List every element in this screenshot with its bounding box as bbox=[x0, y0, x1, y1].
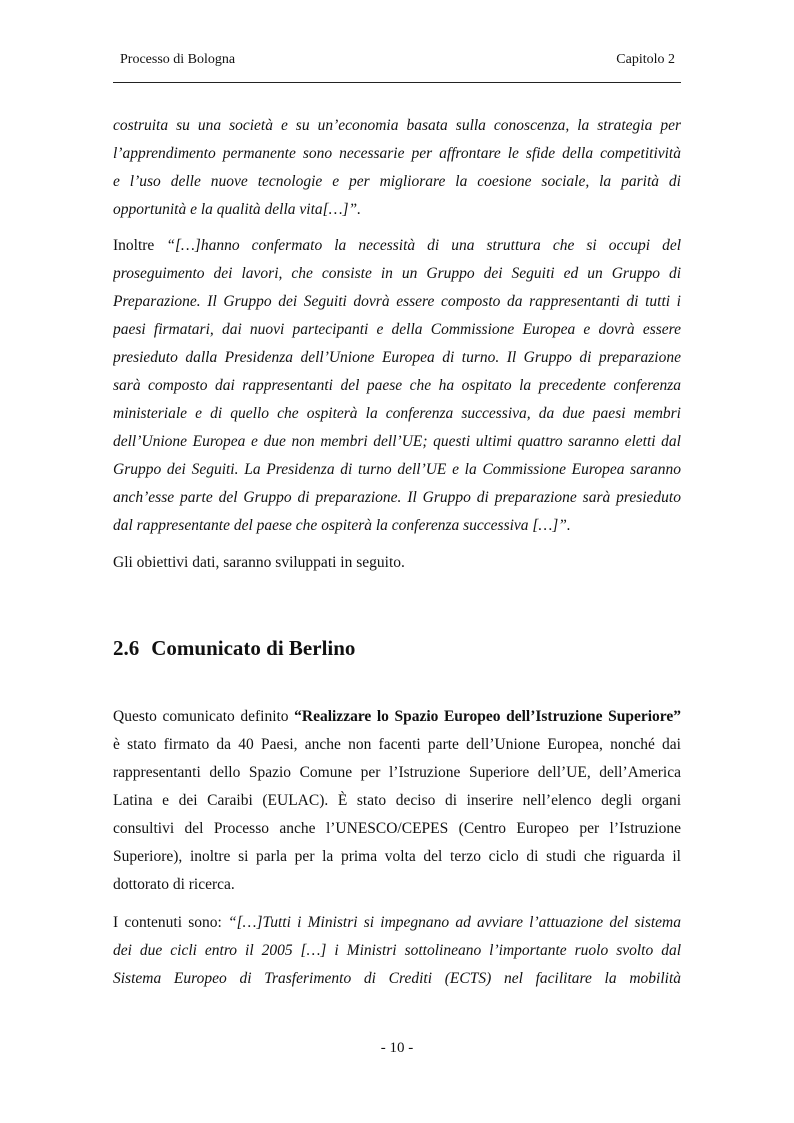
text-line: Gli obiettivi dati, saranno sviluppati in seguito. bbox=[113, 554, 405, 571]
paragraph-obiettivi bbox=[113, 549, 681, 577]
text-line: consultivi del Processo anche l’UNESCO/CEPES (Centro Europeo per l’Istruzione bbox=[113, 820, 681, 837]
paragraph-comunicato bbox=[113, 703, 681, 899]
paragraph-quote-continuation bbox=[113, 112, 681, 224]
text-line: dell’Unione Europea e due non membri dell’UE; questi ultimi quattro saranno eletti dal bbox=[113, 433, 681, 450]
text-line: è stato firmato da 40 Paesi, anche non facenti parte dell’Unione Europea, nonché dai bbox=[113, 736, 681, 753]
text-line: presieduto dalla Presidenza dell’Unione Europea di turno. Il Gruppo di preparazione bbox=[113, 349, 681, 366]
running-header bbox=[113, 52, 681, 83]
section-title: Comunicato di Berlino bbox=[151, 636, 356, 660]
bold-title: “Realizzare lo Spazio Europeo dell’Istruzione Superiore” bbox=[294, 708, 681, 725]
text-line: dal rappresentante del paese che ospiterà la conferenza successiva […]”. bbox=[113, 517, 571, 534]
text-line: l’apprendimento permanente sono necessarie per affrontare le sfide della competitività bbox=[113, 145, 681, 162]
intro-text: Inoltre bbox=[113, 237, 167, 254]
text-line: opportunità e la qualità della vita[…]”. bbox=[113, 201, 362, 218]
text-line: Questo comunicato definito “Realizzare lo Spazio Europeo dell’Istruzione Superiore” bbox=[113, 708, 681, 725]
text-line: dei due cicli entro il 2005 […] i Ministri sottolineano l’importante ruolo svolto dal bbox=[113, 942, 681, 959]
text-line: Latina e dei Caraibi (EULAC). È stato deciso di inserire nell’elenco degli organi bbox=[113, 792, 681, 809]
text-line: e l’uso delle nuove tecnologie e per migliorare la coesione sociale, la parità di bbox=[113, 173, 681, 190]
paragraph-contenuti bbox=[113, 909, 681, 993]
text-line: Inoltre “[…]hanno confermato la necessità di una struttura che si occupi del bbox=[113, 237, 681, 254]
text-line: sarà composto dai rappresentanti del paese che ha ospitato la precedente conferenza bbox=[113, 377, 681, 394]
text-line: Gruppo dei Seguiti. La Presidenza di turno dell’UE e la Commissione Europea saranno bbox=[113, 461, 681, 478]
section-heading bbox=[113, 636, 355, 661]
text-line: rappresentanti dello Spazio Comune per l’Istruzione Superiore dell’UE, dell’America bbox=[113, 764, 681, 781]
text-line: I contenuti sono: “[…]Tutti i Ministri si impegnano ad avviare l’attuazione del sistema bbox=[113, 914, 681, 931]
text-line: anch’esse parte del Gruppo di preparazione. Il Gruppo di preparazione sarà presieduto bbox=[113, 489, 681, 506]
header-chapter: Capitolo 2 bbox=[616, 52, 675, 67]
text-line: dottorato di ricerca. bbox=[113, 876, 235, 893]
text-line: paesi firmatari, dai nuovi partecipanti e della Commissione Europea e dovrà essere bbox=[113, 321, 681, 338]
text-line: Superiore), inoltre si parla per la prima volta del terzo ciclo di studi che riguarda il bbox=[113, 848, 681, 865]
section-number: 2.6 bbox=[113, 636, 140, 660]
text-line: Sistema Europeo di Trasferimento di Crediti (ECTS) nel facilitare la mobilità bbox=[113, 970, 681, 987]
text-line: proseguimento dei lavori, che consiste in un Gruppo dei Seguiti ed un Gruppo di bbox=[113, 265, 681, 282]
paragraph-inoltre bbox=[113, 232, 681, 540]
page-number: - 10 - bbox=[380, 1040, 414, 1056]
header-title: Processo di Bologna bbox=[120, 52, 236, 67]
text-line: costruita su una società e su un’economia basata sulla conoscenza, la strategia per bbox=[113, 117, 681, 134]
text-line: ministeriale e di quello che ospiterà la conferenza successiva, da due paesi membri bbox=[113, 405, 681, 422]
text-line: Preparazione. Il Gruppo dei Seguiti dovrà essere composto da rappresentanti di tutti i bbox=[113, 293, 681, 310]
